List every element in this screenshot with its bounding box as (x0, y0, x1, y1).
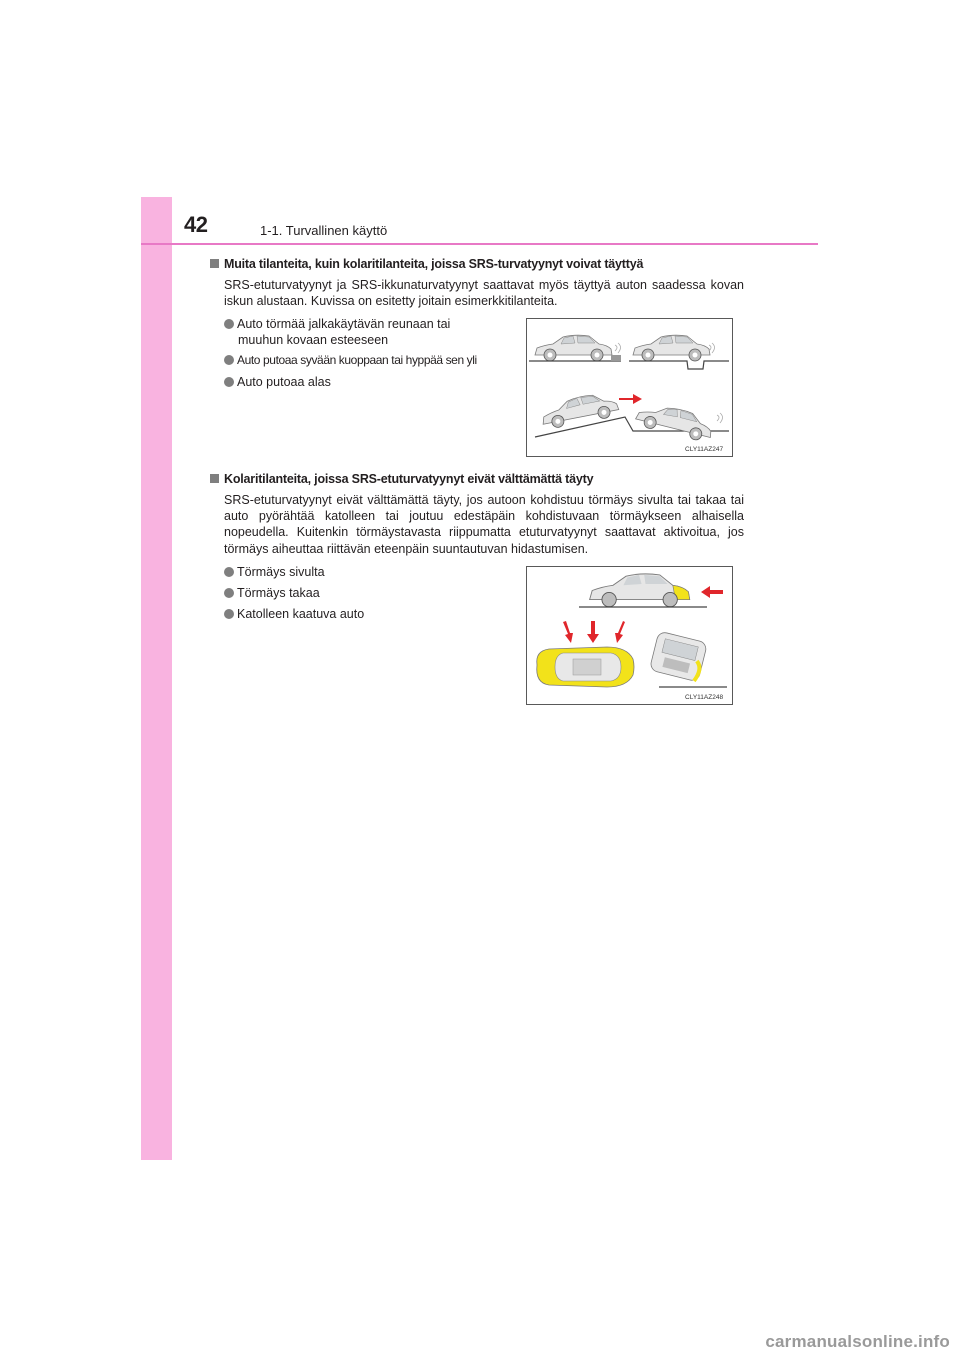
figure-no-deploy-examples (526, 566, 733, 705)
section1-paragraph: SRS-etuturvatyynyt ja SRS-ikkunaturvatyynyt saattavat myös täyttyä auton saadessa kovan iskun alustaan. Kuvissa on esitetty joitain esimerkkitilanteita. (224, 278, 744, 309)
list-item (224, 316, 512, 348)
bullet-dot-icon (224, 355, 234, 365)
square-bullet-icon (210, 259, 219, 268)
watermark: carmanualsonline.info (765, 1332, 950, 1351)
bullet-dot-icon (224, 588, 234, 598)
figure-code: CLY11AZ247 (685, 446, 724, 453)
list-item-text: Auto törmää jalkakäytävän reunaan tai (237, 317, 451, 331)
red-arrow-icon (701, 586, 723, 598)
square-bullet-icon (210, 474, 219, 483)
page-number: 42 (184, 212, 208, 237)
section1-heading (210, 257, 643, 271)
red-arrow-icon (619, 394, 642, 404)
car-rollover-image (649, 631, 707, 682)
list-item-text: Törmäys sivulta (237, 565, 325, 579)
section2-heading-text: Kolaritilanteita, joissa SRS-etuturvatyynyt eivät välttämättä täyty (224, 472, 594, 486)
red-arrow-icon (563, 621, 573, 643)
header-rule (141, 243, 818, 245)
list-item-text-cont: muuhun kovaan esteeseen (238, 333, 389, 348)
car-falling-image (634, 400, 715, 444)
bullet-dot-icon (224, 567, 234, 577)
sidebar-strip (141, 197, 172, 1160)
section1-heading-text: Muita tilanteita, kuin kolaritilanteita, joissa SRS-turvatyynyt voivat täyttyä (224, 257, 644, 271)
list-item (224, 606, 364, 622)
list-item (224, 564, 325, 580)
car-side-impact-image (537, 647, 634, 687)
section2-heading (210, 472, 593, 486)
section2-paragraph: SRS-etuturvatyynyt eivät välttämättä täyty, jos autoon kohdistuu törmäys sivulta tai takaa tai auto pyörähtää katolleen tai joutuu edestäpäin kohdistuvaan törmäykseen alhaisella nopeudella. Kuitenkin törmäystavasta riippumatta etuturvatyynyt saattavat aktivoitua, jos törmäys aiheuttaa riittävän eteenpäin suuntautuvan hidastumisen. (224, 493, 744, 556)
bullet-dot-icon (224, 609, 234, 619)
list-item-text: Auto putoaa alas (237, 375, 331, 389)
car-pothole-image (633, 335, 710, 361)
list-item-text: Katolleen kaatuva auto (237, 607, 365, 621)
list-item (224, 585, 320, 601)
figure-code: CLY11AZ248 (685, 694, 724, 701)
car-curb-image (535, 335, 612, 361)
red-arrow-icon (615, 621, 625, 643)
car-rear-impact-image (590, 574, 690, 607)
bullet-dot-icon (224, 377, 234, 387)
list-item (224, 374, 331, 390)
red-arrow-icon (587, 621, 599, 643)
list-item-text: Auto putoaa syvään kuoppaan tai hyppää sen yli (237, 353, 477, 367)
figure-impact-examples (526, 318, 733, 457)
list-item-text: Törmäys takaa (237, 586, 320, 600)
list-item (224, 352, 477, 368)
car-on-slope-image (539, 390, 620, 430)
bullet-dot-icon (224, 319, 234, 329)
section-title: 1-1. Turvallinen käyttö (260, 223, 388, 238)
